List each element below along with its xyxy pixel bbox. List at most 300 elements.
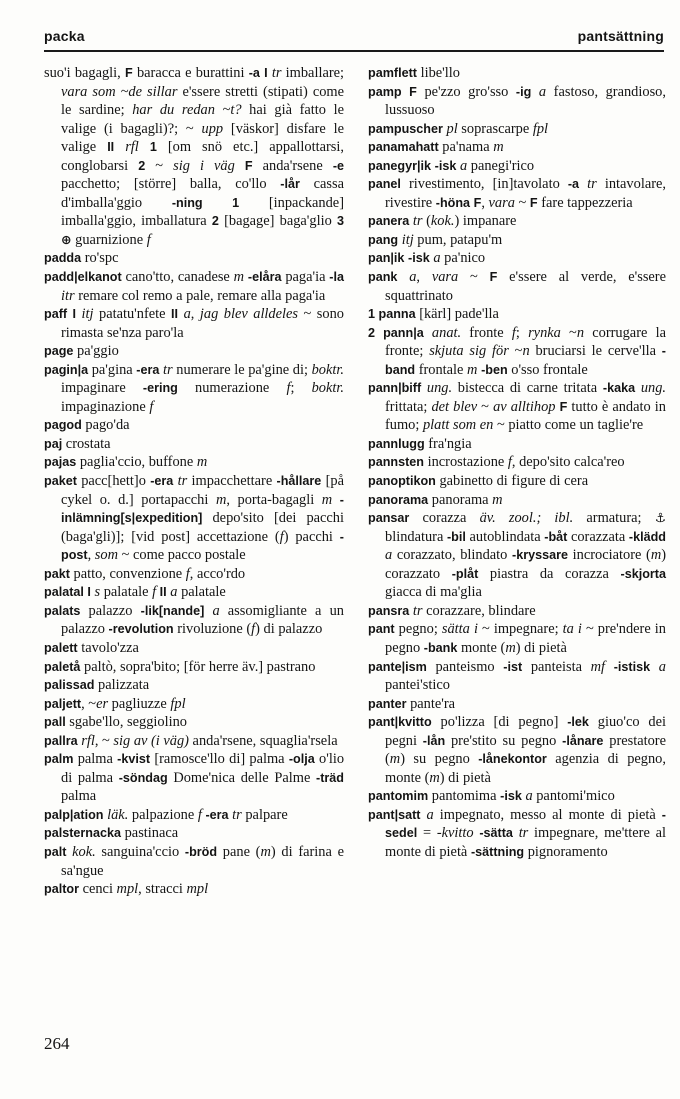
headword-text: palt (44, 844, 67, 859)
definition-text: pacc[hett]o (76, 473, 151, 490)
headword-text: -skjorta (620, 566, 666, 581)
definition-text: ) di pietà (439, 769, 491, 786)
grammar-label: tr (412, 213, 423, 230)
headword-text: -sätta (479, 826, 513, 841)
definition-text: autoblindata (465, 528, 545, 545)
dictionary-entry (44, 453, 344, 472)
grammar-label: m (215, 491, 227, 508)
dictionary-entry (44, 658, 344, 677)
headword-text: F (125, 66, 133, 80)
headword-text: pansar (368, 511, 410, 526)
definition-text: incrociatore ( (568, 547, 651, 564)
definition-text: hai già fatto le valige (i bagagli)?; ~ (61, 102, 344, 137)
dictionary-entry (44, 583, 344, 602)
headword-text: palp|ation (44, 807, 104, 822)
definition-text: corazzare, blindare (422, 602, 536, 619)
grammar-label: f (507, 454, 512, 471)
dictionary-entry (368, 620, 666, 657)
headword-text: -lek (567, 715, 589, 730)
definition-text: , (190, 306, 200, 323)
dictionary-entry (368, 157, 666, 176)
grammar-label: a (212, 602, 220, 619)
headword-text: -olja (288, 752, 315, 767)
grammar-label: rynka (528, 324, 561, 341)
grammar-label: kok. (72, 843, 96, 860)
grammar-label: f (149, 398, 154, 415)
dictionary-entry (44, 695, 344, 714)
definition-text: pum, patapu'm (413, 231, 503, 248)
definition-text: ~ (145, 157, 174, 174)
headword-text: paljett (44, 696, 82, 711)
headword-text: palm (44, 752, 74, 767)
definition-text: ~ come pacco postale (118, 547, 246, 564)
dictionary-entry (44, 249, 344, 268)
headword-text: -inlämning[s|expedition] (61, 492, 344, 526)
dictionary-entry (44, 416, 344, 435)
guide-word-left: packa (44, 28, 85, 44)
definition-text: palpare (241, 806, 288, 823)
grammar-label: m (321, 491, 333, 508)
definition-text: Dome'nica delle Palme (167, 769, 316, 786)
headword-text: -era (205, 807, 229, 822)
headword-text: -ering (142, 381, 178, 396)
grammar-label: m (505, 639, 516, 656)
definition-text (579, 176, 587, 192)
definition-text: ~ piatto come un taglie're (493, 417, 644, 434)
definition-text: e'ssere stretti (stipati) come le sardine; (61, 83, 344, 119)
definition-text: pantomima (428, 788, 501, 805)
definition-text: monte ( (457, 639, 506, 656)
grammar-label: er (96, 695, 109, 712)
headword-text: -sättning (470, 844, 525, 859)
grammar-label: sätta i (441, 621, 478, 638)
dictionary-entry (44, 268, 344, 305)
definition-text (114, 139, 125, 155)
definition-text: palma (61, 788, 97, 805)
definition-text: palazzo (80, 602, 141, 619)
grammar-label: m (389, 751, 401, 768)
definition-text: ~ (514, 194, 530, 211)
definition-text: ~ sono rimasta se'nza paro'la (61, 306, 344, 341)
headword-text: paj (44, 436, 63, 451)
headword-text: pamflett (368, 66, 417, 80)
grammar-label: a (409, 269, 417, 286)
grammar-label: m (493, 139, 504, 156)
grammar-label: upp (201, 120, 224, 137)
headword-text: -träd (316, 770, 344, 785)
definition-text: numerare le pa'gine di; (172, 361, 312, 378)
headword-text: paltor (44, 882, 79, 897)
headword-text: F (409, 84, 417, 99)
headword-text: pantomim (368, 789, 429, 804)
grammar-label: pl (446, 120, 458, 137)
headword-text: palsternacka (44, 826, 122, 841)
headword-text: palett (44, 640, 78, 655)
definition-text: , (481, 194, 489, 211)
grammar-label: m (233, 269, 245, 286)
definition-text: prestatore ( (385, 732, 666, 768)
definition-text: baracca e burattini (132, 65, 249, 81)
definition-text: , (416, 269, 432, 286)
headword-text: pansra (368, 603, 410, 618)
headword-text: -sedel (385, 807, 666, 841)
definition-text: panegi'rico (467, 157, 535, 174)
definition-text: fare tappezzeria (537, 194, 633, 211)
headword-text: -a I (248, 66, 268, 80)
definition-text: pignoramento (524, 843, 608, 860)
definition-text: [ramosce'llo di] palma (150, 751, 289, 768)
grammar-label: f (185, 565, 190, 582)
grammar-label: a (459, 157, 468, 174)
definition-text: ) pacchi (283, 528, 340, 545)
definition-text: ~ (508, 343, 523, 360)
dictionary-entry (44, 732, 344, 751)
definition-text: tutto è andato in fumo; (385, 398, 666, 434)
definition-text: soprascarpe (457, 120, 533, 137)
grammar-label: boktr. (311, 361, 344, 378)
definition-text: patto, convenzione (69, 565, 186, 582)
grammar-label: äv. zool.; ibl. (479, 510, 574, 527)
headword-text: pant|kvitto (368, 715, 432, 730)
grammar-label: tr (271, 65, 282, 81)
definition-text: cassa d'imballa'ggio (61, 176, 344, 211)
definition-text: corazzata (567, 528, 629, 545)
definition-text: assomigliante a un palazzo (61, 602, 344, 638)
grammar-label: a (525, 788, 533, 805)
headword-text: pan|ik (368, 251, 405, 266)
headword-text: 2 (211, 214, 219, 229)
grammar-label: a (183, 306, 191, 323)
definition-text: ~ (477, 398, 494, 415)
definition-text: pastinaca (121, 825, 179, 842)
definition-text: pa'gina (88, 361, 137, 378)
dictionary-entry (368, 120, 666, 139)
grammar-label: n (522, 343, 530, 360)
headword-text: -båt (544, 529, 568, 544)
headword-text: -kryssare (512, 548, 569, 563)
headword-text: pannsten (368, 455, 424, 470)
headword-text: -lår (280, 177, 300, 192)
definition-text: panteismo (426, 658, 504, 675)
grammar-label: läk. (107, 806, 129, 823)
dictionary-entry (368, 695, 666, 714)
grammar-label: f (286, 380, 291, 397)
definition-text: [inpackande] imballa'ggio, imballatura (61, 194, 344, 230)
definition-text: numerazione (177, 380, 287, 397)
grammar-label: har du redan ~t? (132, 102, 242, 119)
definition-text: intavolare, rivestire (385, 176, 666, 211)
definition-text: [om snö etc.] appallottarsi, conglobarsi (61, 139, 344, 174)
grammar-label: mpl (116, 881, 139, 898)
definition-text: impegnato, messo al monte di pietà (433, 806, 662, 823)
definition-text: = (417, 825, 437, 842)
grammar-label: sig av (i väg) (113, 732, 189, 749)
definition-text: pa'ggio (73, 343, 119, 360)
grammar-label: itr (61, 287, 75, 304)
headword-text: pagin|a (44, 362, 89, 377)
definition-text: impaginare (61, 380, 143, 397)
dictionary-entry (44, 361, 344, 417)
definition-text: pacchetto; [större] balla, co'llo (61, 176, 281, 193)
headword-text: pann|biff (368, 381, 422, 396)
headword-text: -lån (422, 733, 446, 748)
headword-text: -la (329, 270, 344, 285)
definition-text: fastoso, grandioso, lussuoso (385, 83, 666, 119)
headword-text: -e (332, 158, 345, 173)
headword-text: pant|satt (368, 807, 421, 822)
definition-text: cenci (78, 881, 117, 898)
headword-text: -a (567, 177, 580, 192)
headword-text: palissad (44, 678, 95, 693)
definition-text: palatale (100, 584, 153, 601)
grammar-label: m (260, 843, 271, 860)
headword-text: padd|elkanot (44, 270, 122, 285)
dictionary-entry (44, 806, 344, 825)
headword-text: pamp (368, 84, 402, 99)
dictionary-entry (368, 249, 666, 268)
headword-text: page (44, 344, 74, 359)
headword-text: -ist (503, 659, 523, 674)
definition-text: , acco'rdo (189, 565, 246, 582)
headword-text: F (489, 270, 498, 285)
definition-text: rivestimento, [in]tavolato (400, 176, 568, 193)
definition-text: pa'nico (440, 250, 486, 267)
definition-text: ; (290, 380, 312, 397)
definition-text: frittata; (385, 398, 432, 415)
definition-text: pantomi'mico (532, 788, 615, 805)
definition-text: sanguina'ccio (95, 843, 185, 860)
dictionary-entry (44, 676, 344, 695)
definition-text: corazzato, blindato (392, 547, 512, 564)
definition-text: suo'i bagagli, (44, 65, 126, 81)
headword-text: panegyr|ik (368, 158, 432, 173)
headword-text: F (529, 195, 538, 210)
grammar-label: skjuta sig för (429, 343, 509, 360)
definition-text: o'lio di palma (61, 751, 345, 786)
headword-text: ⚓ (654, 511, 667, 526)
grammar-label: f (511, 324, 516, 341)
dictionary-entry (368, 64, 666, 83)
definition-text: , depo'sito calca'reo (511, 454, 625, 471)
headword-text: -lånare (562, 733, 604, 748)
dictionary-entry (44, 639, 344, 658)
definition-text: [bagage] baga'glio (218, 213, 337, 230)
definition-text: pa'nama (438, 139, 494, 156)
grammar-label: tr (232, 806, 242, 823)
definition-text: giacca di ma'glia (385, 584, 482, 601)
headword-text: pakt (44, 566, 70, 581)
grammar-label: vara (488, 194, 515, 211)
headword-text: -elåra (247, 270, 282, 285)
definition-text: palpazione (128, 806, 198, 823)
headword-text: pagod (44, 418, 82, 433)
definition-text: pante'ra (406, 695, 456, 712)
grammar-label: ta i (562, 621, 582, 638)
definition-text: corazza (409, 510, 480, 527)
grammar-label: tr (518, 825, 529, 842)
definition-text: guarnizione (71, 231, 147, 248)
dictionary-entry (368, 305, 666, 324)
definition-text: ) impanare (454, 213, 517, 230)
dictionary-entry (368, 83, 666, 120)
running-head (44, 24, 664, 52)
definition-text: pantei'stico (385, 677, 450, 694)
definition-text: imballare; (281, 65, 345, 81)
grammar-label: a (433, 250, 441, 267)
grammar-label: m (492, 491, 503, 508)
grammar-label: kok. (430, 213, 455, 230)
definition-text: fronte (461, 324, 512, 341)
grammar-label: anat. (431, 324, 462, 341)
dictionary-entry (368, 324, 666, 380)
definition-text (397, 269, 409, 285)
dictionary-entry (368, 602, 666, 621)
grammar-label: n (576, 324, 585, 341)
dictionary-entry (368, 472, 666, 491)
definition-text: pane ( (217, 843, 261, 860)
headword-text: II (107, 140, 115, 155)
dictionary-entry (368, 713, 666, 787)
definition-text: , porta-bagagli (226, 491, 322, 508)
headword-text: panoptikon (368, 474, 436, 489)
headword-text: -revolution (108, 622, 174, 637)
headword-text: panter (368, 696, 407, 711)
definition-text: impacchettare (187, 473, 277, 490)
definition-text: pago'da (81, 417, 130, 434)
definition-text: ; (515, 324, 529, 341)
definition-text: ( (422, 213, 431, 230)
headword-text: -post (61, 529, 344, 563)
grammar-label: a (170, 584, 178, 601)
grammar-label: boktr. (311, 380, 344, 397)
dictionary-entry (44, 880, 344, 899)
grammar-label: det blev (431, 398, 478, 415)
headword-text: -bil (446, 529, 466, 544)
definition-text: libe'llo (416, 65, 460, 81)
grammar-label: av alltihop (493, 398, 556, 415)
definition-text: o'sso frontale (507, 361, 588, 378)
grammar-label: fpl (532, 120, 549, 137)
definition-text: depo'sito [dei pacchi (baga'gli)]; [vid post] accettazione ( (61, 510, 344, 545)
dictionary-entry (368, 435, 666, 454)
definition-text: pegno; (394, 621, 442, 638)
definition-text: blindatura (385, 528, 447, 545)
dictionary-entry (368, 212, 666, 231)
headword-text: -lånekontor (478, 752, 547, 767)
dictionary-entry (368, 138, 666, 157)
definition-text: pe'zzo gro'sso (416, 83, 516, 100)
definition-text: ~ (458, 269, 490, 286)
dictionary-entry (44, 435, 344, 454)
headword-text: padda (44, 251, 82, 266)
grammar-label: a (658, 658, 666, 675)
grammar-label: som (94, 547, 118, 564)
definition-text: rivoluzione ( (173, 621, 252, 638)
grammar-label: mf (590, 658, 606, 675)
grammar-label: a (426, 806, 434, 823)
headword-text: 1 (149, 140, 157, 155)
definition-text: palatale (177, 584, 226, 601)
headword-text: -hållare (276, 474, 322, 489)
headword-text: 2 (138, 158, 146, 173)
dictionary-entry (368, 509, 666, 602)
headword-text: -höna (435, 195, 471, 210)
dictionary-entry (368, 268, 666, 305)
headword-text: panamahatt (368, 140, 439, 155)
headword-text: 3 ⊕ (61, 214, 344, 247)
dictionary-entry (368, 787, 666, 806)
headword-text: F (244, 158, 253, 173)
definition-text (531, 84, 539, 100)
headword-text: -bank (423, 640, 458, 655)
grammar-label: fpl (170, 695, 186, 712)
dictionary-entry (44, 305, 344, 342)
grammar-label: tr (412, 602, 423, 619)
headword-text: pallra (44, 733, 78, 748)
headword-text: pall (44, 715, 66, 730)
grammar-label: itj (401, 231, 414, 248)
definition-text: remare col remo a pale, remare alla paga'ia (74, 287, 326, 304)
definition-text: fra'ngia (424, 435, 472, 452)
definition-text: piastra da corazza (478, 565, 621, 582)
grammar-label: jag blev alldeles (199, 306, 299, 323)
definition-text: [kärl] pade'lla (415, 306, 499, 323)
headword-text: pank (368, 270, 398, 285)
dictionary-entry (44, 565, 344, 584)
dictionary-entry (44, 472, 344, 565)
definition-text: ) di palazzo (255, 621, 323, 638)
definition-text: corrugare la fronte; (385, 324, 666, 360)
grammar-label: ung. (640, 380, 666, 397)
definition-text: palizzata (94, 677, 150, 694)
definition-text: impegnare, me'ttere al monte di pietà (385, 825, 666, 860)
left-column (44, 64, 344, 899)
headword-text: -ig (515, 84, 532, 99)
definition-text: incrostazione (423, 454, 508, 471)
definition-text (424, 325, 432, 341)
definition-text: [väskor] disfare le valige (61, 120, 344, 156)
grammar-label: f (197, 806, 202, 823)
headword-text: palatal I (44, 585, 91, 600)
headword-text: pannlugg (368, 436, 425, 451)
headword-text: pant (368, 622, 395, 637)
dictionary-entry (44, 602, 344, 639)
headword-text: -lik[nande] (140, 603, 205, 618)
headword-text: -söndag (118, 770, 168, 785)
dictionary-entry (44, 342, 344, 361)
definition-text: palma (73, 751, 118, 768)
grammar-label: sig i väg (173, 157, 235, 174)
grammar-label: tr (163, 361, 173, 378)
dictionary-entry (44, 713, 344, 732)
grammar-label: f (152, 584, 157, 601)
definition-text: armatura; (573, 510, 655, 527)
definition-text: pagliuzze (108, 695, 171, 712)
grammar-label: tr (177, 473, 188, 490)
headword-text: -bröd (184, 844, 218, 859)
definition-text: anda'rsene (252, 157, 333, 174)
headword-text: pajas (44, 455, 77, 470)
definition-text: po'lizza [di pegno] (431, 714, 568, 731)
definition-text: ) su pegno (400, 751, 479, 768)
grammar-label: s (94, 584, 101, 601)
definition-text: ) di pietà (515, 639, 567, 656)
definition-text: cano'tto, canadese (121, 269, 234, 286)
headword-text: paff I (44, 307, 76, 322)
definition-text (235, 158, 245, 174)
headword-text: -isk (500, 789, 522, 804)
headword-text: panel (368, 177, 401, 192)
